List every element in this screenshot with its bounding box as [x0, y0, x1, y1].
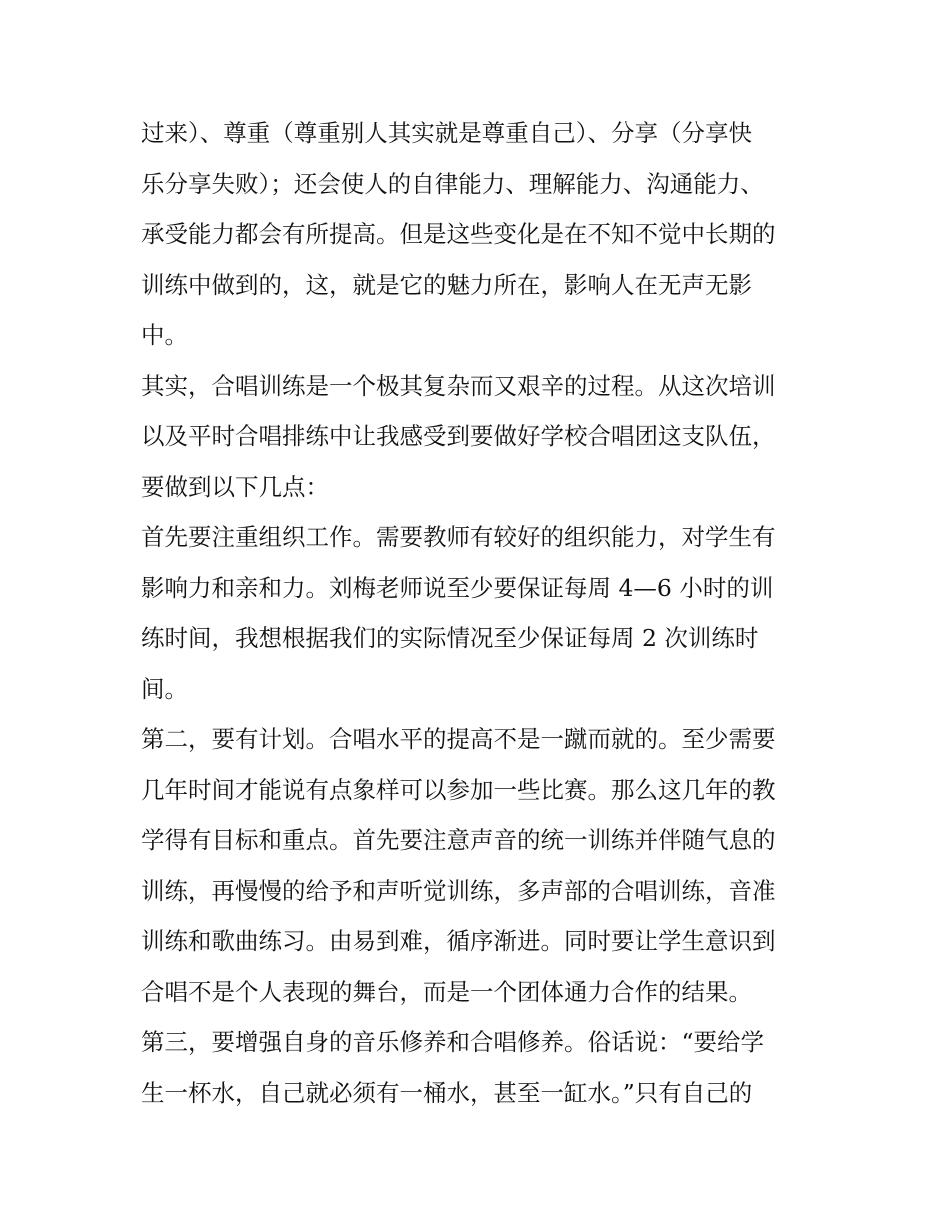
text-line: 首先要注重组织工作。需要教师有较好的组织能力，对学生有 — [141, 523, 776, 551]
text-line: 过来）、尊重（尊重别人其实就是尊重自己）、分享（分享快 — [141, 119, 752, 147]
text-line: 间。 — [141, 674, 188, 703]
text-line: 中。 — [141, 321, 188, 349]
text-line: 其实，合唱训练是一个极其复杂而又艰辛的过程。从这次培训 — [141, 371, 776, 400]
text-line: 以及平时合唱排练中让我感受到要做好学校合唱团这支队伍， — [141, 422, 776, 450]
text-line: 乐分享失败）；还会使人的自律能力、理解能力、沟通能力、 — [141, 169, 764, 198]
text-line: 第三，要增强自身的音乐修养和合唱修养。俗话说：“要给学 — [141, 1028, 765, 1056]
text-line: 训练，再慢慢的给予和声听觉训练，多声部的合唱训练，音准 — [141, 876, 776, 905]
text-line: 训练中做到的，这，就是它的魅力所在，影响人在无声无影 — [141, 270, 752, 299]
text-line: 影响力和亲和力。刘梅老师说至少要保证每周 4—6 小时的训 — [141, 573, 774, 602]
text-line: 训练和歌曲练习。由易到难，循序渐进。同时要让学生意识到 — [141, 927, 776, 955]
body-text — [141, 108, 821, 1118]
text-line: 生一杯水，自己就必须有一桶水，甚至一缸水。”只有自己的 — [141, 1078, 753, 1107]
text-line: 第二，要有计划。合唱水平的提高不是一蹴而就的。至少需要 — [141, 725, 776, 753]
text-line: 承受能力都会有所提高。但是这些变化是在不知不觉中长期的 — [141, 220, 776, 248]
text-line: 学得有目标和重点。首先要注意声音的统一训练并伴随气息的 — [141, 826, 776, 854]
text-line: 要做到以下几点： — [141, 472, 329, 501]
text-line: 几年时间才能说有点象样可以参加一些比赛。那么这几年的教 — [141, 775, 776, 804]
text-line: 练时间，我想根据我们的实际情况至少保证每周 2 次训练时 — [141, 624, 759, 652]
text-line: 合唱不是个人表现的舞台，而是一个团体通力合作的结果。 — [141, 977, 752, 1006]
